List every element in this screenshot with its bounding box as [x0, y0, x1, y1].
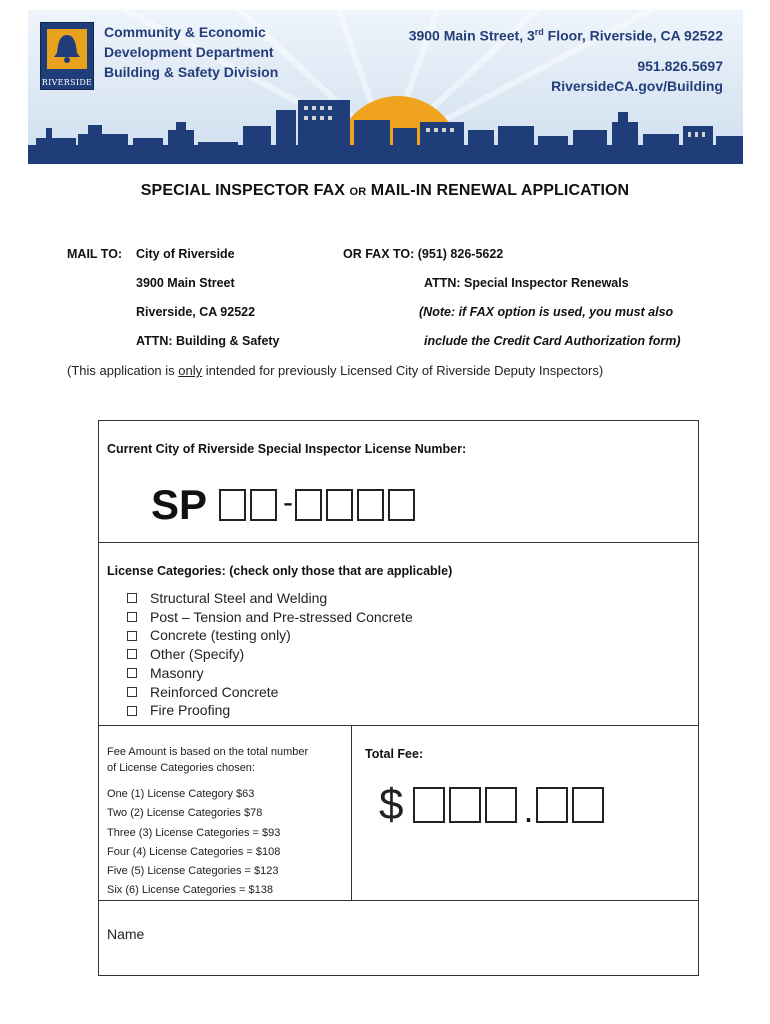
fee-item: Six (6) License Categories = $138 — [107, 884, 274, 897]
street-address: 3900 Main Street, 3rd Floor, Riverside, CA 92522 — [408, 27, 723, 44]
category-checkbox[interactable] — [127, 612, 137, 622]
category-item[interactable]: Post – Tension and Pre-stressed Concrete — [127, 608, 413, 627]
section-divider — [99, 900, 698, 901]
license-number-label: Current City of Riverside Special Inspector License Number: — [107, 442, 467, 456]
contact-info — [409, 22, 723, 96]
total-fee-field[interactable] — [379, 779, 608, 831]
application-form — [98, 420, 699, 976]
dept-line: Building & Safety Division — [104, 64, 279, 80]
mail-line: Riverside, CA 92522 — [136, 305, 256, 319]
fee-item: Five (5) License Categories = $123 — [107, 865, 279, 878]
fee-item: Four (4) License Categories = $108 — [107, 845, 281, 858]
category-item[interactable]: Concrete (testing only) — [127, 626, 413, 645]
license-categories-label: License Categories: (check only those that are applicable) — [107, 564, 453, 578]
category-checkbox[interactable] — [127, 649, 137, 659]
intended-use-note: (This application is only intended for previously Licensed City of Riverside Deputy Inspectors) — [67, 363, 604, 378]
license-dash: - — [283, 486, 294, 519]
fee-explanation: Fee Amount is based on the total number of License Categories chosen: — [107, 746, 309, 774]
department-name — [104, 22, 278, 82]
mail-to-label: MAIL TO: — [67, 247, 123, 261]
fee-schedule-list — [107, 785, 280, 901]
license-category-list — [127, 589, 413, 720]
fee-item: Two (2) License Categories $78 — [107, 807, 263, 820]
dept-line: Community & Economic — [104, 24, 266, 40]
license-digit-box[interactable] — [250, 489, 277, 521]
dept-line: Development Department — [104, 44, 274, 60]
category-checkbox[interactable] — [127, 631, 137, 641]
section-divider — [99, 542, 698, 543]
license-digit-box[interactable] — [295, 489, 322, 521]
mail-line: 3900 Main Street — [136, 276, 235, 290]
name-field-label: Name — [107, 926, 145, 942]
fax-to-label: OR FAX TO: (951) 826-5622 — [343, 247, 504, 261]
license-digit-box[interactable] — [219, 489, 246, 521]
fee-item: One (1) License Category $63 — [107, 788, 255, 800]
category-checkbox[interactable] — [127, 668, 137, 678]
fee-digit-box[interactable] — [413, 787, 445, 823]
category-item[interactable]: Reinforced Concrete — [127, 683, 413, 702]
mail-line: City of Riverside — [136, 247, 235, 261]
category-checkbox[interactable] — [127, 593, 137, 603]
cents-digit-box[interactable] — [536, 787, 568, 823]
category-item[interactable]: Masonry — [127, 664, 413, 683]
page-title: SPECIAL INSPECTOR FAX OR MAIL-IN RENEWAL APPLICATION — [140, 182, 630, 199]
total-fee-label: Total Fee: — [365, 747, 424, 761]
fee-digit-box[interactable] — [485, 787, 517, 823]
mail-line: ATTN: Building & Safety — [136, 334, 280, 348]
fee-digit-box[interactable] — [449, 787, 481, 823]
category-checkbox[interactable] — [127, 706, 137, 716]
seal-text: RIVERSIDE — [41, 78, 93, 87]
cents-digit-box[interactable] — [572, 787, 604, 823]
category-item[interactable]: Other (Specify) — [127, 645, 413, 664]
header-banner — [28, 10, 743, 164]
section-divider — [99, 725, 698, 726]
city-seal-logo — [40, 22, 94, 90]
fax-attn: ATTN: Special Inspector Renewals — [424, 276, 629, 290]
fax-note: include the Credit Card Authorization form) — [424, 334, 681, 348]
fax-note: (Note: if FAX option is used, you must also — [419, 305, 674, 319]
category-item[interactable]: Fire Proofing — [127, 701, 413, 720]
license-number-field[interactable] — [151, 481, 419, 529]
phone-number: 951.826.5697 — [637, 57, 723, 74]
dollar-sign: $ — [379, 780, 404, 829]
bell-icon — [41, 23, 93, 77]
license-digit-box[interactable] — [326, 489, 353, 521]
column-divider — [351, 725, 352, 900]
category-checkbox[interactable] — [127, 687, 137, 697]
name-input-area[interactable] — [159, 916, 689, 956]
license-digit-box[interactable] — [357, 489, 384, 521]
decimal-point: . — [523, 789, 534, 830]
sp-prefix: SP — [151, 481, 208, 528]
fee-item: Three (3) License Categories = $93 — [107, 826, 281, 839]
license-digit-box[interactable] — [388, 489, 415, 521]
website-link[interactable]: RiversideCA.gov/Building — [551, 77, 723, 94]
category-item[interactable]: Structural Steel and Welding — [127, 589, 413, 608]
